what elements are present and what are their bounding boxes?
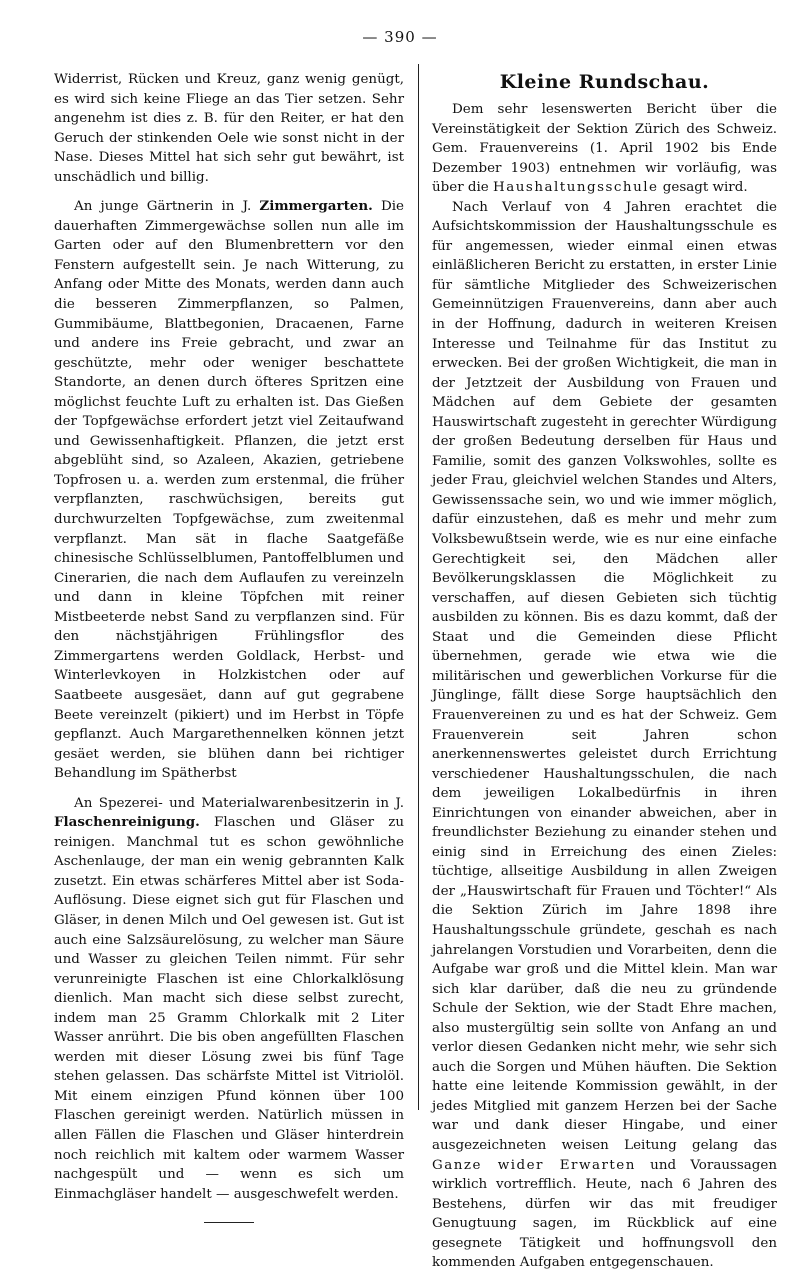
paragraph-bottle-cleaning	[54, 794, 404, 1204]
topic-heading-room-garden: Zimmergarten.	[259, 198, 373, 215]
room-garden-body: Die dauerhaften Zimmergewächse sollen nun alle im Garten oder auf den Blumenbrettern vor den Fenstern aufgestellt sein. Je nach Witterung, zu Anfang oder Mitte des Monats, werden dann auch die besseren Zimmerpflanzen, so Palmen, Gummibäume, Blattbegonien, Dracaenen, Farne und andere ins Freie gebracht, und zwar an geschützte, mehr oder weniger beschattete Standorte, an denen durch öfteres Spritzen eine möglichst feuchte Luft zu erhalten ist. Das Gießen der Topfgewächse erfordert jetzt viel Zeitaufwand und Gewissenhaftigkeit. Pflanzen, die jetzt erst abgeblüht sind, so Azaleen, Akazien, getriebene Topfrosen u. a. werden zum erstenmal, die früher verpflanzten, raschwüchsigen, bereits gut durchwurzelten Topfgewächse, zum zweitenmal verpflanzt. Man sät in flache Saatgefäße chinesische Schlüsselblumen, Pantoffelblumen und Cinerarien, die nach dem Auflaufen zu vereinzeln und dann in kleine Töpfchen mit reiner Mistbeeterde nebst Sand zu verpflanzen sind. Für den nächstjährigen Frühlingsflor des Zimmergartens werden Goldlack, Herbst- und Winterlevkoyen in Holzkistchen oder auf Saatbeete ausgesäet, dann auf gut gegrabene Beete vereinzelt (pikiert) und im Herbst in Töpfe gepflanzt. Auch Margarethennelken können jetzt gesäet werden, sie blühen dann bei richtiger Behandlung im Spätherbst	[54, 199, 404, 782]
emphasis-expectation: Ganze wider Erwarten	[432, 1157, 636, 1173]
report-text: Nach Verlauf von 4 Jahren erachtet die Aufsichtskommission der Haushaltungsschule es für angemessen, wieder einmal einen etwas einläßlicheren Bericht zu erstatten, in erster Linie für sämtliche Mitglieder des Schweizerischen Gemeinnützigen Frauenvereins, dann aber auch in der Hoffnung, dadurch in weiteren Kreisen Interesse und Teilnahme für das Institut zu erwecken. Bei der großen Wichtigkeit, die man in der Jetztzeit der Ausbildung von Frauen und Mädchen auf dem Gebiete der gesamten Hauswirtschaft zugesteht in gerechter Würdigung der großen Bedeutung derselben für Haus und Familie, somit des ganzen Volkswohles, sollte es jeder Frau, gleichviel welchen Standes und Alters, Gewissenssache sein, wo und wie immer möglich, dafür einzustehen, daß es mehr und mehr zum Volksbewußtsein werde, wie es nur eine einfache Gerechtigkeit sei, den Mädchen aller Bevölkerungsklassen die Möglichkeit zu verschaffen, auf diesen Gebieten sich tüchtig ausbilden zu können. Bis es dazu kommt, daß der Staat und die Gemeinden diese Pflicht übernehmen, gerade wie etwa wie die militärischen und gewerblichen Vorkurse für die Jünglinge, fällt diese Sorge hauptsächlich den Frauenvereinen zu und es hat der Schweiz. Gem Frauenverein seit Jahren schon anerkennenswertes geleistet durch Errichtung verschiedener Haushaltungsschulen, die nach dem jeweiligen Lokalbedürfnis in ihren Einrichtungen von einander abweichen, aber in freundlichster Beziehung zu einander stehen und einig sind in Erreichung des einen Zieles: tüchtige, allseitige Ausbildung in allen Zweigen der „Hauswirtschaft für Frauen und Töchter!“ Als die Sektion Zürich im Jahre 1898 ihre Haushaltungsschule gründete, geschah es nach jahrelangen Vorstudien und Vorarbeiten, denn die Aufgabe war groß und die Mittel klein. Man war sich klar darüber, daß die neu zu gründende Schule der Sektion, wie der Stadt Ehre machen, also mustergültig sein sollte von Anfang an und verlor diesen Gedanken nicht mehr, wie sehr sich auch die Sorgen und Mühen häuften. Die Sektion hatte eine leitende Kommission gewählt, in der jedes Mitglied mit ganzem Herzen bei der Sache war und dank dieser Hingabe, und einer ausgezeichneten weisen Leitung gelang das	[432, 199, 777, 1153]
addressee-line: An junge Gärtnerin in J.	[74, 199, 252, 215]
paragraph-school-report	[432, 198, 777, 1273]
paragraph-fly-remedy: Widerrist, Rücken und Kreuz, ganz wenig genügt, es wird sich keine Fliege an das Tier setzen. Sehr angenehm ist dies z. B. für den Reiter, er hat den Geruch der stinkenden Oele wie sonst nicht in der Nase. Dieses Mittel hat sich sehr gut bewährt, ist unschädlich und billig.	[54, 72, 404, 185]
topic-heading-bottle-cleaning: Flaschenreinigung.	[54, 814, 200, 831]
bottle-cleaning-body: Flaschen und Gläser zu reinigen. Manchmal tut es schon gewöhnliche Aschenlauge, der man ein wenig gebrannten Kalk zusetzt. Ein etwas schärferes Mittel aber ist Soda-Auflösung. Diese eignet sich gut für Flaschen und Gläser, in denen Milch und Oel gewesen ist. Gut ist auch eine Salzsäurelösung, zu welcher man Säure und Wasser zu gleichen Teilen nimmt. Für sehr verunreinigte Flaschen ist eine Chlorkalklösung dienlich. Man macht sich diese selbst zurecht, indem man 25 Gramm Chlorkalk mit 2 Liter Wasser anrührt. Die bis oben angefüllten Flaschen werden mit dieser Lösung zwei bis fünf Tage stehen gelassen. Das schärfste Mittel ist Vitriolöl. Mit einem einzigen Pfund können über 100 Flaschen gereinigt werden. Natürlich müssen in allen Fällen die Flaschen und Gläser hinterdrein noch reichlich mit kaltem oder warmem Wasser nachgespült und — wenn es sich um Einmachgläser handelt — ausgeschwefelt werden.	[54, 815, 404, 1202]
paragraph-room-garden	[54, 197, 404, 783]
paragraph-report-intro	[432, 100, 777, 198]
intro-text: Dem sehr lesenswerten Bericht über die Vereinstätigkeit der Sektion Zürich des Schweiz. Gem. Frauenvereins (1. April 1902 bis Ende Dezember 1903) entnehmen wir vorläufig, was über die	[432, 102, 777, 196]
addressee-line: An Spezerei- und Materialwarenbesitzerin in J.	[74, 795, 404, 811]
column-divider	[418, 64, 419, 1110]
left-column	[54, 70, 404, 1223]
end-rule	[204, 1222, 254, 1223]
section-title: Kleine Rundschau.	[499, 71, 710, 93]
emphasis-school: Haushaltungsschule	[493, 180, 659, 196]
intro-text-end: gesagt wird.	[662, 180, 748, 196]
page-number: — 390 —	[362, 28, 438, 46]
report-text-end: und Voraussagen wirklich vortrefflich. Heute, nach 6 Jahren des Bestehens, dürfen wir das mit freudiger Genugtuung sagen, im Rückblick auf eine gesegnete Tätigkeit und hoffnungsvoll den kommenden Aufgaben entgegenschauen.	[432, 1157, 777, 1271]
right-column	[432, 70, 777, 1273]
